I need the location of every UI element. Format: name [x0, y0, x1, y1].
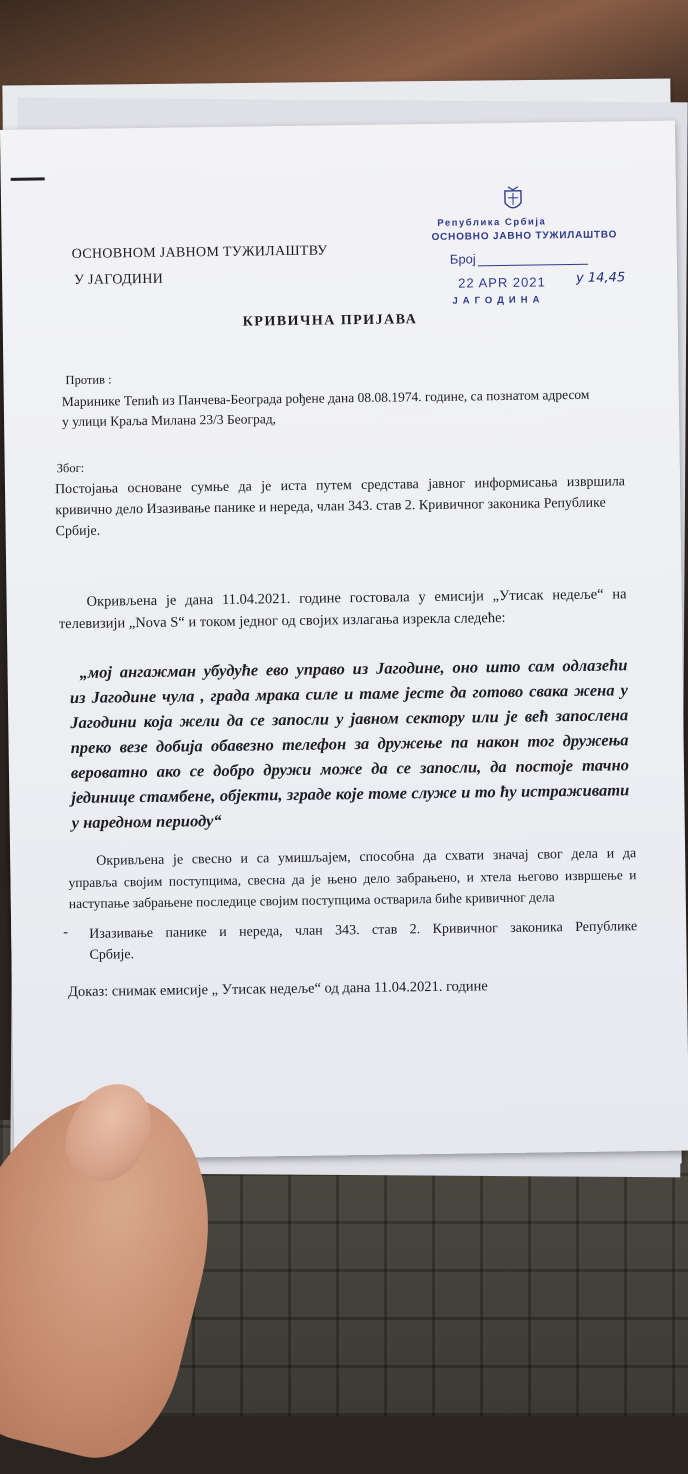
- against-label: Против :: [65, 372, 111, 388]
- document-title: КРИВИЧНА ПРИЈАВА: [243, 312, 418, 330]
- intent-line-2: управља својим поступцима, свесна да је њено дело забрањено, и хтела његово извршење и: [68, 864, 636, 894]
- evidence-line: Доказ: снимак емисије „ Утисак недеље“ од дана 11.04.2021. године: [68, 975, 488, 1003]
- intro-line-2: телевизији „Nova S“ и током једног од својих излагања изрекла следеће:: [59, 607, 506, 635]
- against-line-2: у улици Краља Милана 23/3 Београд,: [62, 408, 276, 433]
- stamp-date: 22 APR 2021: [458, 274, 546, 290]
- stamp-handwritten-time: у 14,45: [576, 270, 625, 286]
- stamp-city: ЈАГОДИНА: [452, 294, 544, 306]
- quote-line-2: из Јагодине чула , града мрака силе и таме јесте да готово свака жена у: [70, 678, 628, 710]
- stamp-country: Република Србија: [437, 216, 546, 229]
- stamp-number-label: Број: [450, 251, 476, 266]
- quote-line-7: у наредном периоду“: [72, 809, 222, 836]
- quote-line-5: вероватно ако се добро дружи може да се запосли, да постоје тачно: [71, 753, 629, 785]
- reason-line-1: Постојања основане сумње да је иста путем средстава јавног информисања извршила: [55, 471, 625, 501]
- quote-line-6: јединице стамбене, објекти, зграде које томе служе и то ћу истраживати: [71, 778, 629, 810]
- reason-line-2: кривично дело Изазивање панике и нереда, члан 343. став 2. Кривичног законика Републике: [55, 493, 606, 523]
- recipient-line-1: ОСНОВНОМ ЈАВНОМ ТУЖИЛАШТВУ: [72, 243, 328, 263]
- stamp-number-line: [478, 264, 588, 267]
- intro-line-1: Окривљена је дана 11.04.2021. године гостовала у емисији „Утисак недеље“ на: [86, 583, 626, 613]
- stamp-institution: ОСНОВНО ЈАВНО ТУЖИЛАШТВО: [431, 229, 617, 243]
- staple-mark: [11, 177, 45, 180]
- document-page: [0, 121, 688, 1160]
- quote-line-3: Јагодини која жели да се запосли у јавном сектору или је већ запослена: [70, 703, 628, 735]
- reason-label: Због:: [57, 461, 85, 476]
- against-line-1: Маринике Тепић из Панчева-Београда рођене дана 08.08.1974. године, са познатом адресом: [62, 384, 590, 413]
- bullet-line-1: Изазивање панике и нереда, члан 343. став 2. Кривичног законика Републике: [89, 916, 637, 946]
- reason-line-3: Србије.: [55, 521, 100, 544]
- recipient-line-2: У ЈАГОДИНИ: [74, 272, 163, 289]
- intent-line-3: наступање забрањене последице својим поступцима остварила биће кривичног дела: [69, 886, 555, 915]
- quote-line-1: „мој ангажман убудуће ево управо из Јагодине, оно што сам одлазећи: [79, 653, 627, 685]
- quote-line-4: преко везе добија обавезно телефон за дружење па након тог дружења: [70, 728, 628, 760]
- registry-stamp: [429, 183, 651, 304]
- intent-line-1: Окривљена је свесно и са умишљајем, способна да схвати значај свог дела и да: [96, 843, 636, 873]
- bullet-dash: -: [63, 924, 68, 941]
- bullet-line-2: Србије.: [89, 944, 134, 967]
- coat-of-arms-icon: [501, 185, 525, 215]
